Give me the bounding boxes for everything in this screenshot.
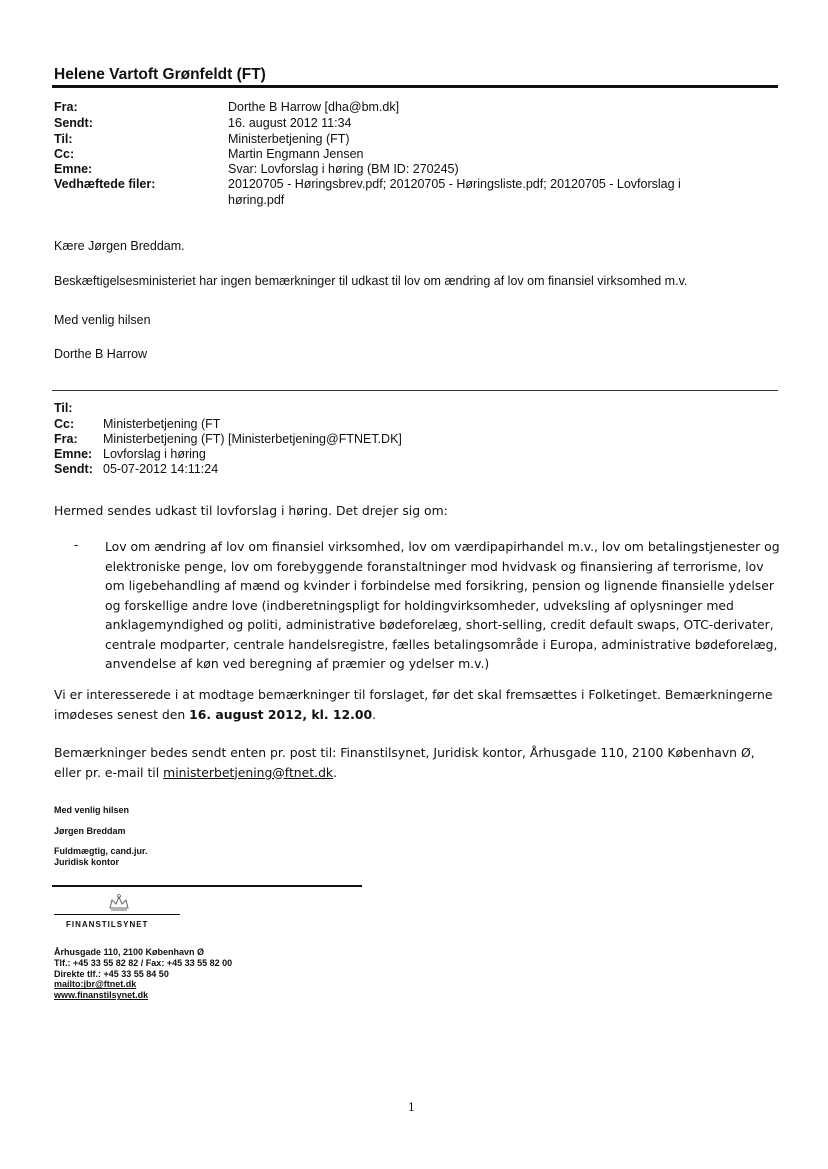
sender-name: Helene Vartoft Grønfeldt (FT)	[54, 66, 266, 83]
signature-divider	[52, 885, 362, 887]
submission-end: .	[333, 764, 338, 780]
original-intro: Hermed sendes udkast til lovforslag i høring. Det drejer sig om:	[54, 503, 448, 518]
fwd-key-cc: Cc:	[54, 417, 75, 431]
header-value-from[interactable]: Dorthe B Harrow [dha@bm.dk]	[228, 100, 400, 114]
logo-line	[54, 914, 180, 915]
header-key-from: Fra:	[54, 100, 78, 114]
email-link[interactable]: ministerbetjening@ftnet.dk	[163, 764, 334, 780]
bullet-item: Lov om ændring af lov om finansiel virksomhed, lov om værdipapirhandel m.v., lov om betalingstjenester og elektroniske penge, lov om forebyggende foranstaltninger mod hvidvask og finansiering af terrorisme, lov om ligebehandling af mænd og kvinder i forbindelse med forsikring, pension og lignende finansielle ydelser og forskellige andre love (indberetningspligt for holdingvirksomheder, udveksling af oplysninger med anklagemyndighed og politi, administrative bødeforelæg, short-selling, credit default swaps, OTC-derivater, centrale modparter, centrale handelsregistre, fælles betalingsområde i Europa, administrative bødeforelæg, anvendelse af køn ved beregning af præmier og ydelser m.v.)	[105, 539, 780, 671]
deadline-text: Vi er interesserede i at modtage bemærkninger til forslaget, før det skal fremsættes i Folketinget. Bemærkningerne imødeses senest den	[54, 687, 773, 722]
fwd-value-from[interactable]: Ministerbetjening (FT) [Ministerbetjening@FTNET.DK]	[103, 432, 402, 446]
fwd-value-sent: 05-07-2012 14:11:24	[103, 462, 219, 476]
header-value-to[interactable]: Ministerbetjening (FT)	[228, 132, 350, 146]
org-logo-text: FINANSTILSYNET	[66, 920, 149, 929]
sig-address-block	[54, 947, 232, 1001]
fwd-key-to: Til:	[54, 401, 73, 415]
sig-web-link[interactable]: www.finanstilsynet.dk	[54, 990, 149, 1001]
deadline-paragraph	[54, 685, 784, 724]
reply-closing: Med venlig hilsen	[54, 313, 151, 327]
reply-text: Beskæftigelsesministeriet har ingen bemærkninger til udkast til lov om ændring af lov om finansiel virksomhed m.v.	[54, 274, 688, 288]
header-key-to: Til:	[54, 132, 73, 146]
sig-mailto-link[interactable]: mailto:jbr@ftnet.dk	[54, 979, 137, 990]
fwd-value-cc[interactable]: Ministerbetjening (FT	[103, 417, 221, 431]
submission-text: Bemærkninger bedes sendt enten pr. post til: Finanstilsynet, Juridisk kontor, Århusgade 110, 2100 København Ø, eller pr. e-mail til	[54, 745, 755, 780]
header-key-attachments: Vedhæftede filer:	[54, 177, 156, 191]
reply-signature: Dorthe B Harrow	[54, 347, 148, 361]
fwd-value-subject: Lovforslag i høring	[103, 447, 206, 461]
forward-divider	[52, 390, 778, 391]
sig-direct-phone: Direkte tlf.: +45 33 55 84 50	[54, 968, 169, 979]
header-value-cc[interactable]: Martin Engmann Jensen	[228, 147, 364, 161]
fwd-key-subject: Emne:	[54, 447, 93, 461]
sig-phone: Tlf.: +45 33 55 82 82 / Fax: +45 33 55 82 00	[54, 957, 233, 968]
header-value-subject: Svar: Lovforslag i høring (BM ID: 270245)	[228, 162, 459, 176]
sig-title-1: Fuldmægtig, cand.jur.	[54, 846, 148, 856]
reply-greeting: Kære Jørgen Breddam.	[54, 239, 185, 253]
deadline-end: .	[372, 706, 377, 722]
header-key-cc: Cc:	[54, 147, 75, 161]
sig-closing: Med venlig hilsen	[54, 805, 130, 815]
submission-paragraph	[54, 743, 784, 782]
sig-title	[54, 846, 148, 867]
header-value-attachments[interactable]: 20120705 - Høringsbrev.pdf; 20120705 - Høringsliste.pdf; 20120705 - Lovforslag i	[228, 177, 681, 191]
fwd-key-sent: Sendt:	[54, 462, 93, 476]
header-divider	[52, 85, 778, 88]
crown-icon	[106, 893, 132, 913]
sig-name: Jørgen Breddam	[54, 826, 126, 836]
header-value-attachments-cont[interactable]: høring.pdf	[228, 193, 285, 207]
deadline-date: 16. august 2012, kl. 12.00	[189, 706, 373, 722]
header-key-sent: Sendt:	[54, 116, 93, 130]
sig-title-2: Juridisk kontor	[54, 856, 120, 867]
page-number: 1	[408, 1101, 415, 1114]
fwd-key-from: Fra:	[54, 432, 78, 446]
header-value-sent: 16. august 2012 11:34	[228, 116, 352, 130]
sig-address: Århusgade 110, 2100 København Ø	[54, 947, 205, 957]
bullet-dash: -	[74, 537, 79, 552]
header-key-subject: Emne:	[54, 162, 93, 176]
